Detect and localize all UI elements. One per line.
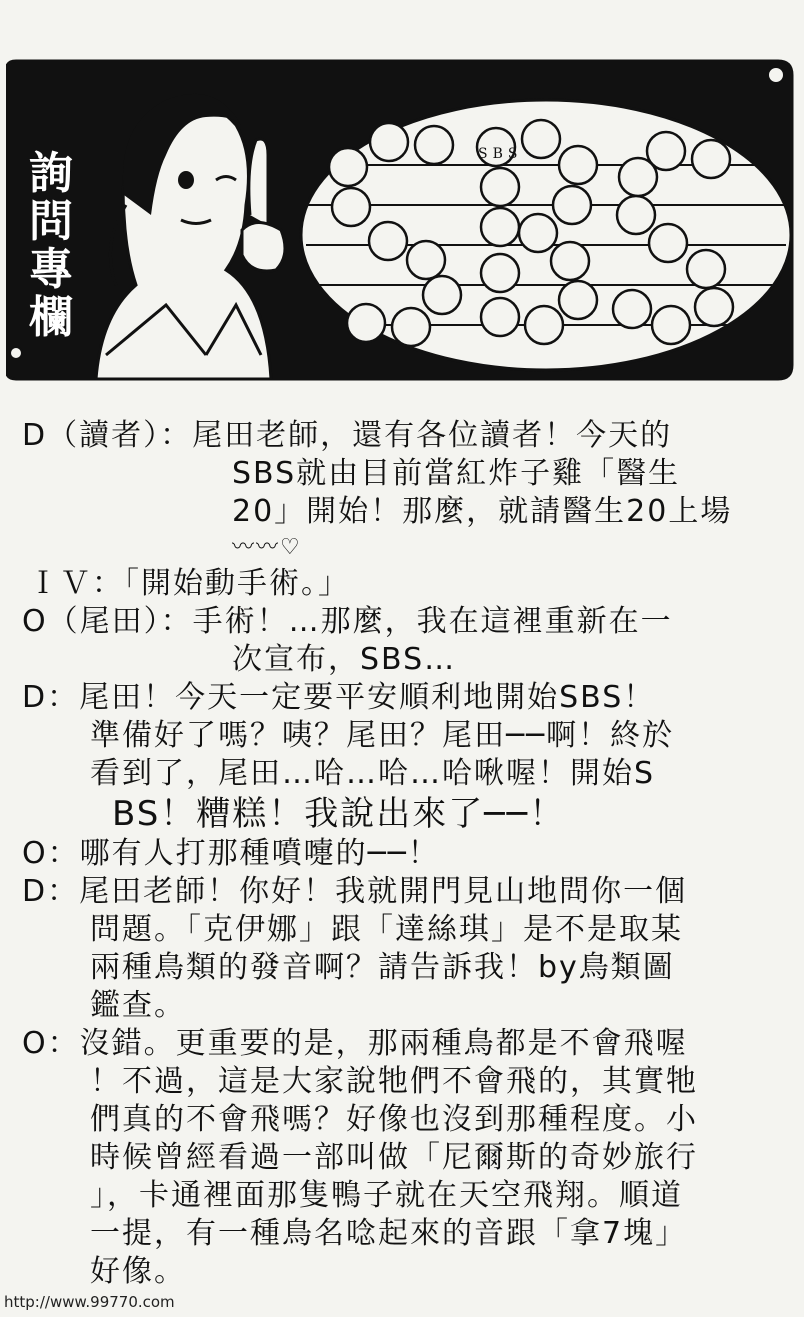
- text-line: 問題。「克伊娜」跟「達絲琪」是不是取某: [90, 912, 683, 947]
- title-char: 欄: [29, 292, 73, 343]
- text-line: 」，卡通裡面那隻鴨子就在天空飛翔。順道: [90, 1178, 683, 1213]
- text-line: D：尾田！今天一定要平安順利地開始SBS！: [22, 680, 656, 715]
- sbs-plate-label: SBS: [478, 146, 523, 162]
- title-char: 專: [29, 244, 73, 295]
- text-line: O：哪有人打那種噴嚏的──！: [22, 836, 440, 871]
- text-line: 好像。: [90, 1254, 186, 1289]
- text-line: O（尾田）：手術！…那麼，我在這裡重新在一: [22, 604, 673, 639]
- title-char: 詢: [29, 148, 73, 199]
- text-line: ！不過，這是大家說牠們不會飛的，其實牠: [90, 1064, 698, 1099]
- text-line: 們真的不會飛嗎？好像也沒到那種程度。小: [90, 1102, 698, 1137]
- text-line: ＩＶ：「開始動手術。」: [28, 566, 350, 601]
- text-line: D：尾田老師！你好！我就開門見山地問你一個: [22, 874, 688, 909]
- column-title: [26, 150, 76, 342]
- title-char: 問: [29, 196, 73, 247]
- text-line: BS！糟糕！我說出來了──！: [112, 794, 566, 834]
- text-line: 準備好了嗎？咦？尾田？尾田──啊！終於: [90, 718, 675, 753]
- text-line: 20」開始！那麼，就請醫生20上場: [232, 494, 733, 529]
- banner-illustration: [6, 55, 796, 385]
- text-line: 一提，有一種鳥名唸起來的音跟「拿7塊」: [90, 1216, 688, 1251]
- text-line: 時候曾經看過一部叫做「尼爾斯的奇妙旅行: [90, 1140, 698, 1175]
- text-line: 鑑查。: [90, 988, 186, 1023]
- text-line: 兩種鳥類的發音啊？請告訴我！by鳥類圖: [90, 950, 675, 985]
- text-line: SBS就由目前當紅炸子雞「醫生: [232, 456, 681, 491]
- text-line: 〰〰♡: [232, 535, 302, 560]
- watermark-url: http://www.99770.com: [4, 1293, 175, 1311]
- sbs-header-banner: [6, 55, 796, 385]
- text-line: 次宣布，SBS…: [232, 642, 457, 677]
- text-line: 看到了，尾田…哈…哈…哈啾喔！開始S: [90, 756, 656, 791]
- text-line: O：沒錯。更重要的是，那兩種鳥都是不會飛喔: [22, 1026, 688, 1061]
- text-line: D（讀者）：尾田老師，還有各位讀者！今天的: [22, 418, 673, 453]
